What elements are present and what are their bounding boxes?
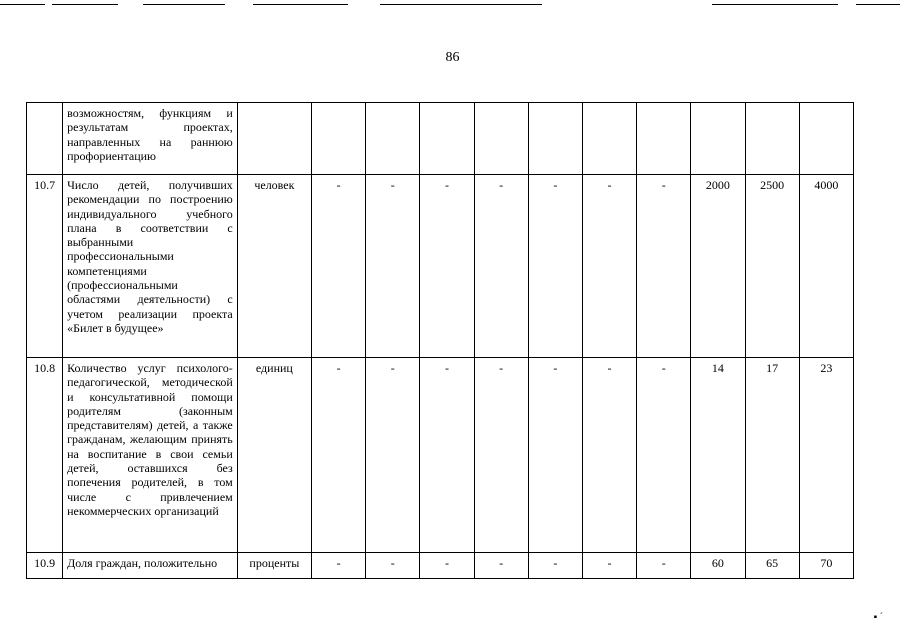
year-value-cell: - [582,175,636,358]
year-value-cell [582,103,636,175]
year-value-cell: - [312,358,366,553]
indicator-name-cell: возможностям, функциям и результатам проектах, направленных на раннюю профориентацию [63,103,238,175]
year-value-cell: - [528,175,582,358]
table-row [27,103,854,175]
row-number-cell: 10.9 [27,553,63,579]
table-body [27,103,854,579]
year-value-cell: - [528,358,582,553]
year-value-cell: - [582,553,636,579]
top-rule [52,4,118,5]
table-row [27,553,854,579]
year-value-cell [528,103,582,175]
table-row [27,358,854,553]
unit-cell [237,103,311,175]
year-value-cell: - [420,553,474,579]
year-value-cell: - [366,175,420,358]
top-rule [253,4,348,5]
year-value-cell [366,103,420,175]
unit-cell: человек [237,175,311,358]
year-value-cell: - [366,358,420,553]
year-value-cell: - [637,175,691,358]
top-rule [0,4,45,5]
year-value-cell: - [366,553,420,579]
table-row [27,175,854,358]
year-value-cell: - [420,358,474,553]
target-value-cell: 2000 [691,175,745,358]
indicator-name-cell: Количество услуг психолого-педагогической, методической и консультативной помощи родителям (законным представителям) детей, а также гражданам, желающим принять на воспитание в свои семьи детей, оставшихся без попечения родителей, в том числе с привлечением некоммерческих организаций [63,358,238,553]
row-number-cell [27,103,63,175]
year-value-cell: - [528,553,582,579]
year-value-cell: - [637,553,691,579]
target-value-cell: 65 [745,553,799,579]
year-value-cell: - [474,175,528,358]
row-number-cell: 10.7 [27,175,63,358]
target-value-cell: 14 [691,358,745,553]
indicators-table [26,102,854,579]
target-value-cell [691,103,745,175]
year-value-cell [637,103,691,175]
indicator-name-cell: Доля граждан, положительно [63,553,238,579]
year-value-cell: - [582,358,636,553]
indicator-name-cell: Число детей, получивших рекомендации по построению индивидуального учебного плана в соответствии с выбранными профессиональными компетенциями (профессиональными областями деятельности) с учетом реализации проекта «Билет в будущее» [63,175,238,358]
year-value-cell: - [637,358,691,553]
top-rule [143,4,225,5]
year-value-cell: - [312,553,366,579]
target-value-cell [799,103,853,175]
year-value-cell: - [420,175,474,358]
unit-cell: единиц [237,358,311,553]
target-value-cell [745,103,799,175]
top-rule [712,4,838,5]
year-value-cell: - [474,358,528,553]
target-value-cell: 4000 [799,175,853,358]
year-value-cell [312,103,366,175]
target-value-cell: 70 [799,553,853,579]
top-rule [856,4,900,5]
target-value-cell: 2500 [745,175,799,358]
year-value-cell [474,103,528,175]
unit-cell: проценты [237,553,311,579]
year-value-cell [420,103,474,175]
target-value-cell: 60 [691,553,745,579]
target-value-cell: 23 [799,358,853,553]
scan-marks: ▪ ˊ [873,612,883,623]
target-value-cell: 17 [745,358,799,553]
top-rule [380,4,542,5]
year-value-cell: - [312,175,366,358]
page-number: 86 [445,50,460,65]
row-number-cell: 10.8 [27,358,63,553]
year-value-cell: - [474,553,528,579]
